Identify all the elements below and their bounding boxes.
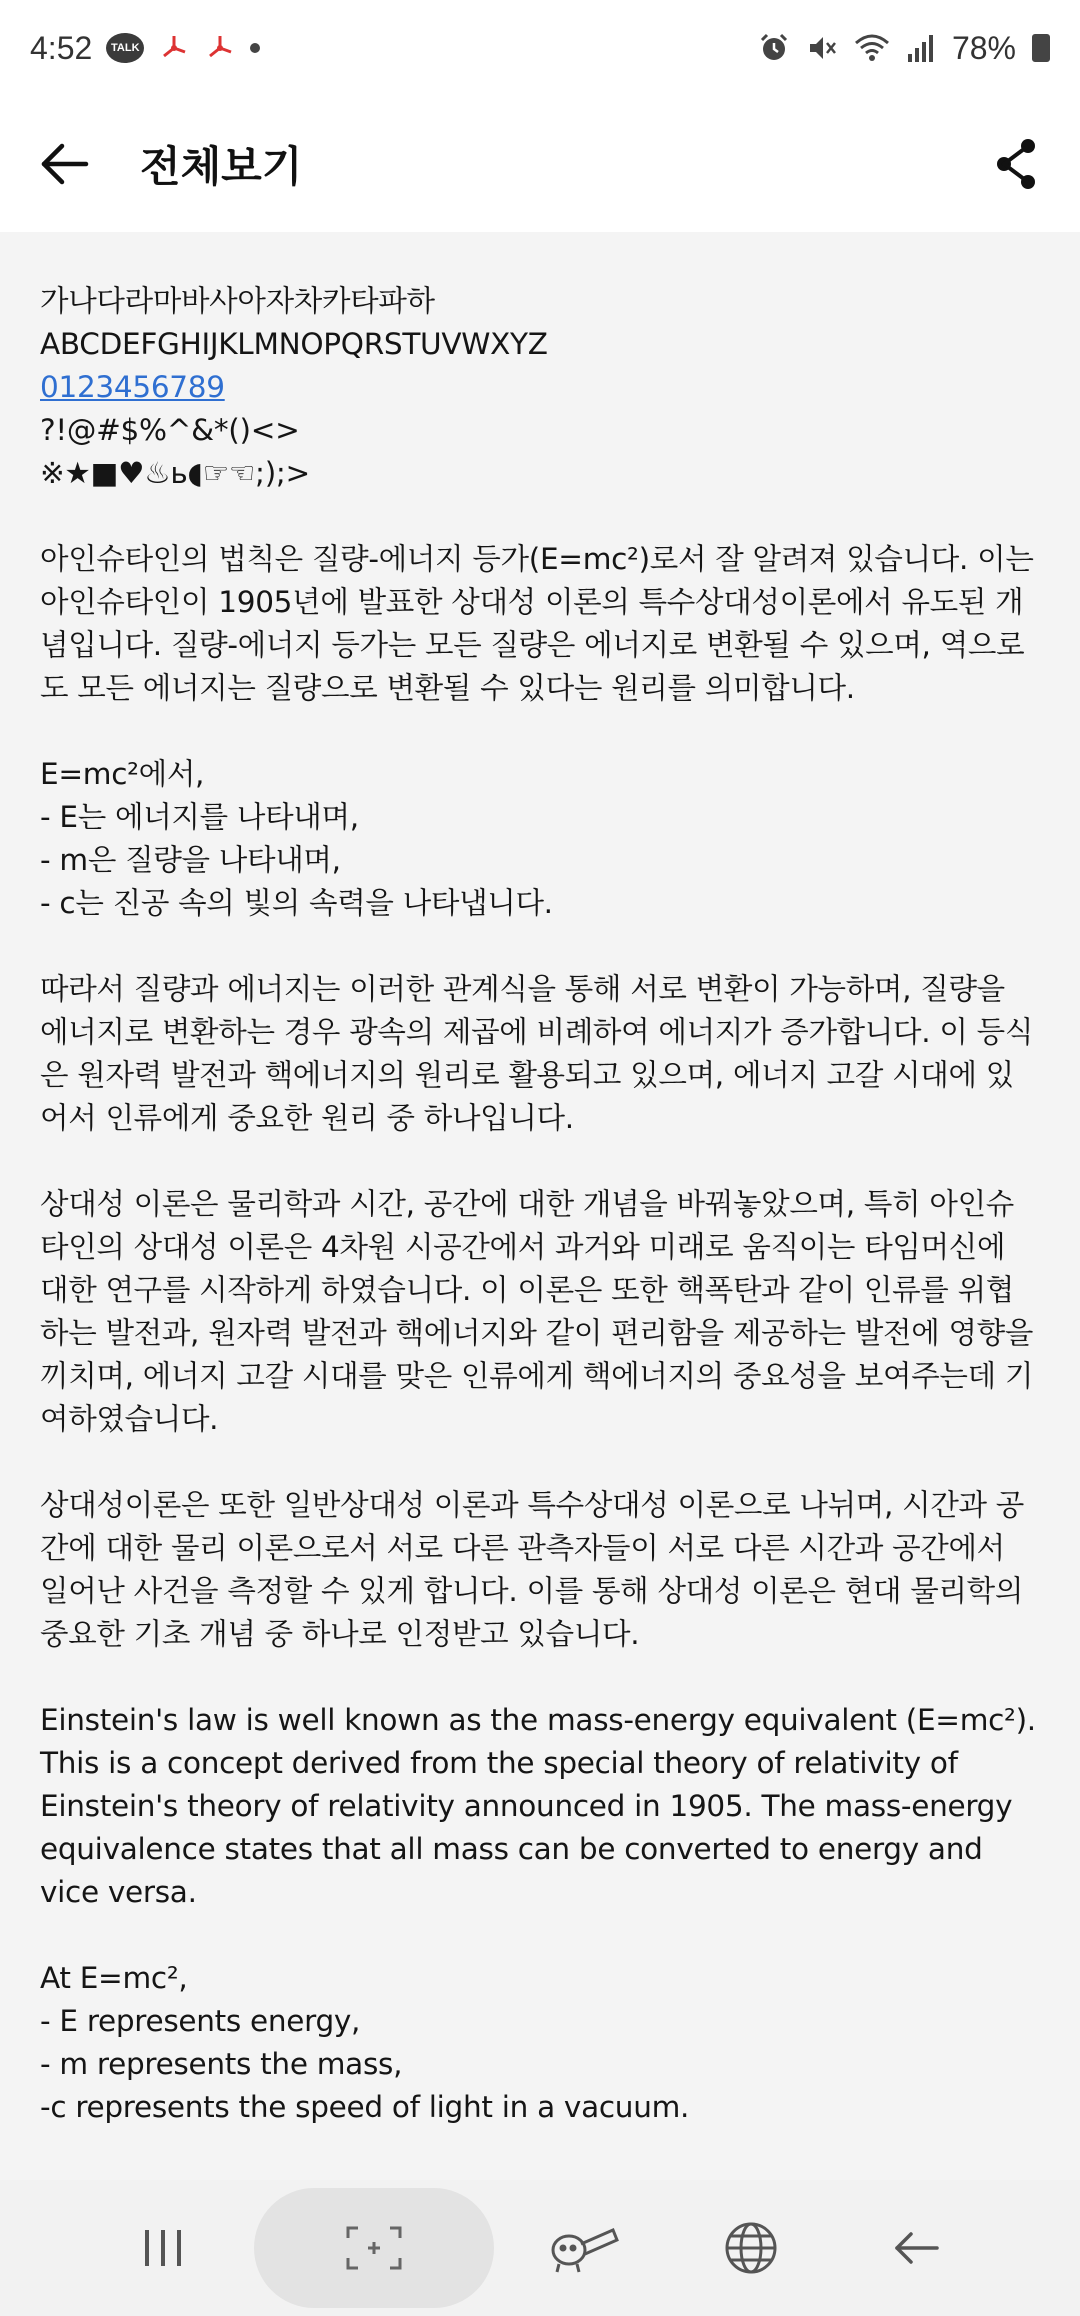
battery-icon — [1032, 34, 1050, 62]
recent-apps-icon — [141, 2228, 185, 2268]
page-title: 전체보기 — [140, 142, 303, 191]
status-time: 4:52 — [30, 29, 93, 66]
paragraph-en-m: - m represents the mass, — [40, 2047, 403, 2081]
status-left — [30, 30, 260, 67]
paragraph-ko-m: - m은 질량을 나타내며, — [40, 843, 341, 877]
back-arrow-icon[interactable] — [40, 142, 90, 186]
paragraph-ko-3: 상대성 이론은 물리학과 시간, 공간에 대한 개념을 바꿔놓았으며, 특히 아인슈타인의 상대성 이론은 4차원 시공간에서 과거와 미래로 움직이는 타임머신에 대한 연구를 시작하게 하였습니다. 이 이론은 또한 핵폭탄과 같이 인류를 위협하는 발전과, 원자력 발전과 핵에너지와 같이 편리함을 제공하는 발전에 영향을 끼치며, 에너지 고갈 시대를 맞은 인류에게 핵에너지의 중요성을 보여주는데 기여하였습니다. — [40, 1187, 1034, 1436]
share-icon[interactable] — [992, 136, 1040, 192]
globe-icon — [723, 2220, 779, 2276]
navigation-bar — [0, 2180, 1080, 2316]
recent-apps-button[interactable] — [88, 2188, 238, 2308]
alarm-icon — [758, 32, 790, 64]
paragraph-en-formula: At E=mc², — [40, 1961, 188, 1995]
paragraph-ko-formula: E=mc²에서, — [40, 757, 205, 791]
sample-symbols: ?!@#$%^&*()<> — [40, 413, 300, 447]
status-right — [758, 30, 1050, 67]
paragraph-en-c: -c represents the speed of light in a vacuum. — [40, 2090, 690, 2124]
paragraph-ko-c: - c는 진공 속의 빛의 속력을 나타냅니다. — [40, 886, 553, 920]
paragraph-en-1: Einstein's law is well known as the mass-energy equivalent (E=mc²). This is a concept derived from the special theory of relativity of Einstein's theory of relativity announced in 1905. The mass-energy equivalence states that all mass can be converted to energy and vice versa. — [40, 1703, 1036, 1909]
screen-capture-button[interactable] — [254, 2188, 494, 2308]
status-bar — [0, 0, 1080, 96]
app-header — [0, 96, 1080, 232]
sample-korean: 가나다라마바사아자차카타파하 — [40, 284, 435, 318]
sample-digits-link[interactable]: 0123456789 — [40, 370, 225, 404]
paragraph-en-e: - E represents energy, — [40, 2004, 361, 2038]
screen-capture-icon — [346, 2226, 402, 2270]
battery-percent: 78% — [951, 29, 1016, 66]
paragraph-ko-1: 아인슈타인의 법칙은 질량-에너지 등가(E=mc²)로서 잘 알려져 있습니다. 이는 아인슈타인이 1905년에 발표한 상대성 이론의 특수상대성이론에서 유도된 개념입니다. 질량-에너지 등가는 모든 질량은 에너지로 변환될 수 있으며, 역으로도 모든 에너지는 질량으로 변환될 수 있다는 원리를 의미합니다. — [40, 542, 1034, 705]
paragraph-ko-2: 따라서 질량과 에너지는 이러한 관계식을 통해 서로 변환이 가능하며, 질량을 에너지로 변환하는 경우 광속의 제곱에 비례하여 에너지가 증가합니다. 이 등식은 원자력 발전과 핵에너지의 원리로 활용되고 있으며, 에너지 고갈 시대에 있어서 인류에게 중요한 원리 중 하나입니다. — [40, 972, 1034, 1135]
mute-icon — [806, 32, 838, 64]
sticker-icon — [549, 2220, 621, 2276]
sticker-button[interactable] — [510, 2188, 660, 2308]
kakaotalk-notification-icon: TALK — [106, 33, 144, 63]
paragraph-ko-e: - E는 에너지를 나타내며, — [40, 800, 359, 834]
nav-back-icon — [893, 2230, 941, 2266]
font-preview-content — [0, 232, 1080, 2180]
sample-specials: ※★■♥♨ь◖☞☜;);> — [40, 456, 310, 490]
sample-latin: ABCDEFGHIJKLMNOPQRSTUVWXYZ — [40, 327, 548, 361]
pinwheel-notification-icon-2 — [204, 32, 236, 64]
more-notifications-dot-icon — [250, 43, 260, 53]
browser-button[interactable] — [676, 2188, 826, 2308]
signal-icon — [906, 32, 936, 64]
paragraph-ko-4: 상대성이론은 또한 일반상대성 이론과 특수상대성 이론으로 나뉘며, 시간과 공간에 대한 물리 이론으로서 서로 다른 관측자들이 서로 다른 시간과 공간에서 일어난 사건을 측정할 수 있게 합니다. 이를 통해 상대성 이론은 현대 물리학의 중요한 기초 개념 중 하나로 인정받고 있습니다. — [40, 1488, 1024, 1651]
pinwheel-notification-icon — [158, 32, 190, 64]
wifi-icon — [854, 32, 890, 64]
nav-back-button[interactable] — [842, 2188, 992, 2308]
